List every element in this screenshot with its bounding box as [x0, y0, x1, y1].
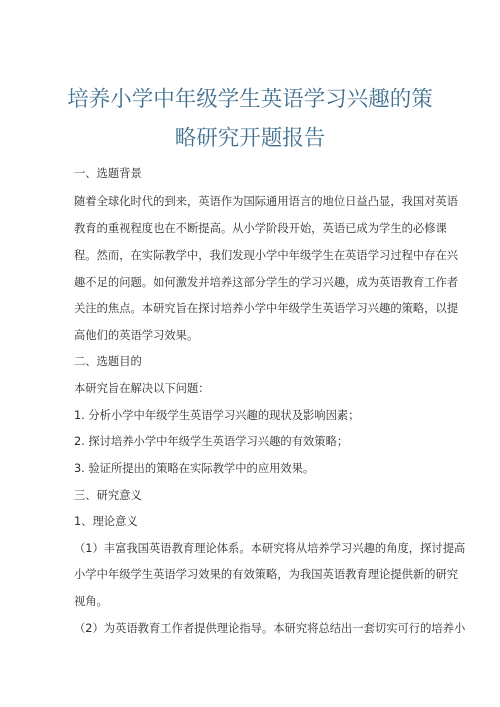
list-item: 3. 验证所提出的策略在实际教学中的应用效果。	[74, 462, 315, 475]
paragraph-line: 教育的重视程度也在不断提高。从小学阶段开始，英语已成为学生的必修课	[74, 222, 447, 235]
document-title-line-1: 培养小学中年级学生英语学习兴趣的策	[67, 87, 433, 112]
list-item: 1. 分析小学中年级学生英语学习兴趣的现状及影响因素；	[74, 409, 360, 422]
paragraph-line: 趣不足的问题。如何激发并培养这部分学生的学习兴趣，成为英语教育工作者	[74, 276, 459, 289]
section-heading-background: 一、选题背景	[74, 167, 142, 180]
section-heading-significance: 三、研究意义	[74, 489, 142, 502]
paragraph-line: （2）为英语教育工作者提供理论指导。本研究将总结出一套切实可行的培养小	[74, 622, 466, 635]
paragraph-line: 高他们的英语学习效果。	[74, 329, 199, 342]
list-item: 2. 探讨培养小学中年级学生英语学习兴趣的有效策略；	[74, 435, 349, 448]
paragraph-line: 小学中年级学生英语学习效果的有效策略，为我国英语教育理论提供新的研究	[74, 568, 459, 581]
subsection-heading: 1、理论意义	[74, 515, 138, 528]
paragraph-line: （1）丰富我国英语教育理论体系。本研究将从培养学习兴趣的角度，探讨提高	[74, 542, 466, 555]
section-heading-purpose: 二、选题目的	[74, 355, 142, 368]
paragraph-line: 关注的焦点。本研究旨在探讨培养小学中年级学生英语学习兴趣的策略，以提	[74, 302, 459, 315]
paragraph-line: 本研究旨在解决以下问题：	[74, 382, 210, 395]
paragraph-line: 程。然而，在实际教学中，我们发现小学中年级学生在英语学习过程中存在兴	[74, 249, 459, 262]
document-title-line-2: 略研究开题报告	[174, 126, 326, 151]
paragraph-line: 视角。	[74, 595, 108, 608]
paragraph-line: 随着全球化时代的到来，英语作为国际通用语言的地位日益凸显，我国对英语	[74, 195, 459, 208]
